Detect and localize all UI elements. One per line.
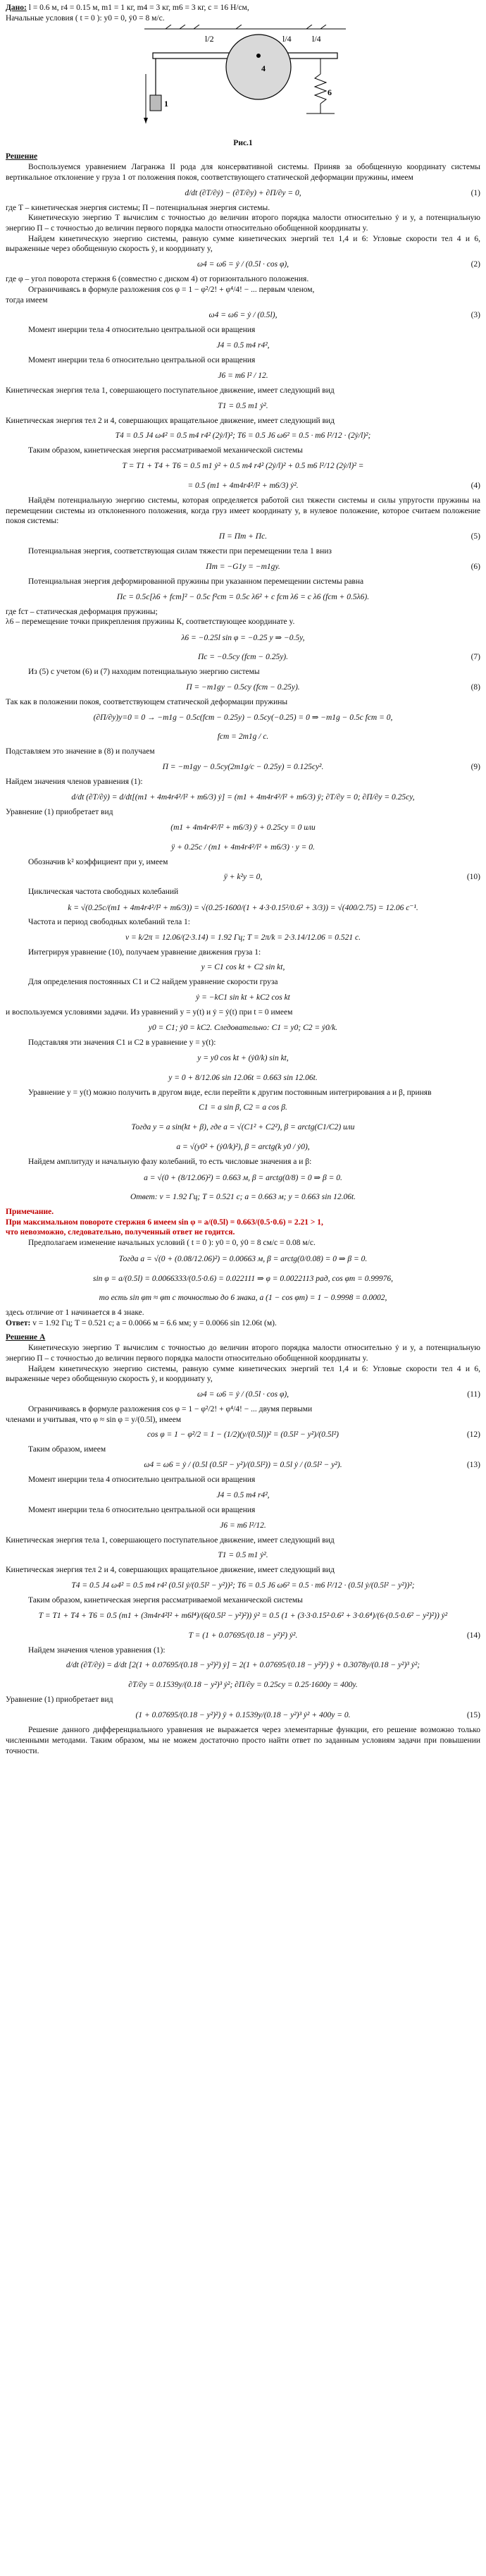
- disk-4: [226, 35, 291, 99]
- equation-t1: T1 = 0.5 m1 ẏ².: [218, 401, 268, 410]
- equation-12: cos φ = 1 − φ²/2 = 1 − (1/2)(y/(0.5l))² = (0.5l² − y²)/(0.5l²) (12): [147, 1430, 480, 1440]
- equation-11: ω4 = ω6 = ẏ / (0.5l · cos φ), (11): [197, 1390, 480, 1399]
- para-a8: Кинетическая энергия тел 2 и 4, совершающих вращательное движение, имеет следующий вид: [6, 1566, 335, 1575]
- para-s9: Кинетическая энергия тела 1, совершающего поступательное движение, имеет следующий вид: [6, 386, 335, 395]
- equation-14: T = (1 + 0.07695/(0.18 − y²)²) ẏ². (14): [188, 1631, 480, 1640]
- para-s24: Частота и период свободных колебаний тела 1:: [28, 918, 190, 926]
- answer-label: Ответ:: [6, 1318, 31, 1327]
- svg-text:l/4: l/4: [282, 34, 292, 44]
- equation-1: d/dt (∂T/∂ẏ) − (∂T/∂y) + ∂Π/∂y = 0, (1): [185, 188, 480, 197]
- equation-freq: v = k/2π = 12.06/(2·3.14) = 1.92 Гц; T = 2π/k = 2·3.14/12.06 = 0.521 с.: [125, 933, 361, 942]
- equation-j4: J4 = 0.5 m4 r4²,: [216, 341, 270, 350]
- solution-a-heading: Решение А: [6, 1333, 46, 1342]
- para-s4: где φ – угол поворота стержня 6 (совместно с диском 4) от горизонтального положения.: [6, 275, 309, 284]
- equation-t24: T4 = 0.5 J4 ω4² = 0.5 m4 r4² (2ẏ/l)²; T6 = 0.5 J6 ω6² = 0.5 · m6 l²/12 · (2ẏ/l)²;: [115, 431, 371, 441]
- svg-text:l/2: l/2: [205, 34, 214, 44]
- para-s19: Подставляем это значение в (8) и получаем: [6, 747, 155, 756]
- svg-text:4: 4: [261, 63, 266, 74]
- equation-lambda: λ6 = −0.25l sin φ = −0.25 y ⇒ −0.5y,: [181, 633, 305, 642]
- equation-ysin: Тогда y = a sin(kt + β), где a = √(C1² + C2²), β = arctg(C1/C2) или: [131, 1123, 355, 1132]
- equation-fst: fст = 2m1g / c.: [217, 732, 269, 742]
- equation-at24: T4 = 0.5 J4 ω4² = 0.5 m4 r4² (0.5l ẏ/(0.5l² − y²))²; T6 = 0.5 J6 ω6² = 0.5 · m6 l²/12 · (0.5l ẏ/(0.5l² − y²))²;: [71, 1581, 415, 1590]
- answer-1: Ответ: v = 1.92 Гц; T = 0.521 с; a = 0.663 м; y = 0.663 sin 12.06t.: [130, 1193, 356, 1202]
- equation-t: T = T1 + T4 + T6 = 0.5 m1 ẏ² + 0.5 m4 r4² (2ẏ/l)² + 0.5 m6 l²/12 (2ẏ/l)² =: [122, 461, 364, 470]
- para-a12: Решение данного дифференциального уравнения не выражается через элементарные функции, его решение возможно только численными методами. Таким образом, мы не можем достаточно просто найти ответ по заданным условиям задачи при повышении точности.: [6, 1726, 480, 1755]
- para-s27: и воспользуемся условиями задачи. Из уравнений y = y(t) и ẏ = ẏ(t) при t = 0 имеем: [6, 1008, 293, 1017]
- equation-static: (∂Π/∂y)у=0 = 0 → −m1g − 0.5c(fст − 0.25y) − 0.5cy(−0.25) = 0 ⇒ −m1g − 0.5c fст = 0,: [93, 713, 393, 723]
- para-s21: Уравнение (1) приобретает вид: [6, 807, 113, 816]
- para-a7: Кинетическая энергия тела 1, совершающего поступательное движение, имеет следующий вид: [6, 1535, 335, 1545]
- equation-anum: a = √(0 + (8/12.06)²) = 0.663 м, β = arctg(0/8) = 0 ⇒ β = 0.: [144, 1174, 342, 1183]
- note-text: При максимальном повороте стержня 6 имеем sin φ = a/(0.5l) = 0.663/(0.5·0.6) = 2.21 > 1,: [6, 1218, 323, 1227]
- equation-ader: d/dt (∂T/∂ẏ) = d/dt [2(1 + 0.07695/(0.18 − y²)²) ẏ] = 2(1 + 0.07695/(0.18 − y²)²) ÿ + 0.3078y/(0.18 − y²)³ ẏ²;: [66, 1661, 420, 1670]
- para-a11: Уравнение (1) приобретает вид: [6, 1695, 113, 1705]
- equation-6: Πm = −G1y = −m1gy. (6): [206, 562, 480, 571]
- para-s18: Так как в положении покоя, соответствующем статической деформации пружины: [6, 697, 288, 706]
- para-s29: Уравнение y = y(t) можно получить в другом виде, если перейти к другим постоянным интегрирования a и β, приняв: [28, 1088, 432, 1097]
- para-s31: Предполагаем изменение начальных условий ( t = 0 ): y0 = 0, ẏ0 = 8 см/с = 0.08 м/с.: [28, 1239, 316, 1248]
- para-s5: Ограничиваясь в формуле разложения cos φ = 1 − φ²/2! + φ⁴/4! − ... первым членом,: [28, 285, 315, 294]
- para-s26: Для определения постоянных C1 и C2 найдем уравнение скорости груза: [28, 978, 278, 987]
- svg-text:1: 1: [164, 99, 168, 109]
- para-s14: Потенциальная энергия деформированной пружины при указанном перемещении системы равна: [28, 577, 364, 586]
- equation-at1: T1 = 0.5 m1 ẏ².: [218, 1551, 268, 1560]
- para-s23: Циклическая частота свободных колебаний: [28, 888, 179, 897]
- equation-aj4: J4 = 0.5 m4 r4²,: [216, 1490, 270, 1499]
- equation-ynum: y = 0 + 8/12.06 sin 12.06t = 0.663 sin 12.06t.: [168, 1073, 318, 1082]
- para-a5: Момент инерции тела 4 относительно центральной оси вращения: [28, 1476, 256, 1485]
- svg-text:6: 6: [328, 87, 332, 98]
- figure-caption: Рис.1: [233, 139, 253, 148]
- para-s11: Таким образом, кинетическая энергия рассматриваемой механической системы: [28, 446, 303, 455]
- equation-j6: J6 = m6 l² / 12.: [218, 371, 268, 380]
- note-label: Примечание.: [6, 1208, 54, 1217]
- equation-motion-2: ÿ + 0.25c / (m1 + 4m4r4²/l² + m6/3) · y = 0.: [171, 842, 315, 852]
- equation-ab: C1 = a sin β, C2 = a cos β.: [199, 1103, 287, 1112]
- equation-a2: Тогда a = √(0 + (0.08/12.06)²) = 0.00663 м, β = arctg(0/0.08) = 0 ⇒ β = 0.: [118, 1254, 368, 1263]
- equation-9: Π = −m1gy − 0.5cy(2m1g/c − 0.25y) = 0.125cy². (9): [162, 763, 480, 772]
- para-a3: членами и учитывая, что φ ≈ sin φ = y/(0.5l), имеем: [6, 1415, 182, 1424]
- equation-at: T = T1 + T4 + T6 = 0.5 (m1 + (3m4r4²l² + m6l⁴)/(6(0.5l² − y²)²)) ẏ² = 0.5 (1 + (3·3·0.15²·0.6² + 3·0.6⁴)/(6·(0.5·0.6² − y²)²)) ẏ²: [38, 1611, 448, 1620]
- para-s25: Интегрируя уравнение (10), получаем уравнение движения груза 1:: [28, 947, 261, 957]
- equation-ysin2: a = √(y0² + (ẏ0/k)²), β = arctg(k y0 / ẏ0),: [176, 1143, 310, 1152]
- note-text-2: что невозможно, следовательно, полученный ответ не годится.: [6, 1228, 235, 1237]
- equation-motion: (m1 + 4m4r4²/l² + m6/3) ÿ + 0.25cy = 0 или: [170, 823, 316, 832]
- para-s30: Найдем амплитуду и начальную фазу колебаний, то есть числовые значения a и β:: [28, 1158, 312, 1167]
- equation-ydot: ẏ = −kC1 sin kt + kC2 cos kt: [196, 993, 290, 1002]
- equation-2: ω4 = ω6 = ẏ / (0.5l · cos φ), (2): [197, 260, 480, 269]
- equation-5: Π = Πm + Πc. (5): [218, 532, 480, 541]
- para-s16: λ6 – перемещение точки прикрепления пружины К, соответствующее координате y.: [6, 618, 295, 627]
- para-a4: Таким образом, имеем: [28, 1445, 106, 1454]
- para-s10: Кинетическая энергия тел 2 и 4, совершающих вращательное движение, имеет следующий вид: [6, 416, 335, 425]
- given-label: Дано:: [6, 4, 27, 12]
- para-s2: Кинетическую энергию T вычислим с точностью до величин второго порядка малости относительно ẏ и y, а потенциальную энергию Π – с точностью до величин первого порядка малости относительно обобщенной координаты y.: [6, 214, 480, 233]
- equation-aj6: J6 = m6 l²/12.: [220, 1521, 266, 1530]
- equation-derivatives: d/dt (∂T/∂ẏ) = d/dt[(m1 + 4m4r4²/l² + m6/3) ẏ] = (m1 + 4m4r4²/l² + m6/3) ÿ; ∂T/∂y = 0; ∂Π/∂y = 0.25cy,: [71, 792, 415, 802]
- equation-pic: Πc = 0.5c[λ6 + fст]² − 0.5c f²ст = 0.5c λ6² + c fст λ6 = c λ6 (fст + 0.5λ6).: [116, 592, 370, 601]
- answer-line: [0, 1318, 486, 1329]
- para-s15: где fст – статическая деформация пружины;: [6, 607, 158, 616]
- para-s7: Момент инерции тела 4 относительно центральной оси вращения: [28, 326, 256, 335]
- para-a9: Таким образом, кинетическая энергия рассматриваемой механической системы: [28, 1595, 303, 1605]
- solution-heading: Решение: [6, 152, 38, 161]
- equation-7: Πc = −0.5cy (fст − 0.25y). (7): [197, 652, 480, 661]
- para-s22: Обозначив k² коэффициент при y, имеем: [28, 857, 168, 866]
- para-s20: Найдем значения членов уравнения (1):: [6, 778, 143, 787]
- equation-init: y0 = C1; ẏ0 = kC2. Следовательно: C1 = y0; C2 = ẏ0/k.: [148, 1023, 338, 1032]
- para-a6: Момент инерции тела 6 относительно центральной оси вращения: [28, 1505, 256, 1514]
- para-s1: где T – кинетическая энергия системы; Π – потенциальная энергия системы.: [6, 203, 270, 212]
- para-a10: Найдем значения членов уравнения (1):: [28, 1645, 166, 1655]
- equation-y: y = C1 cos kt + C2 sin kt,: [201, 963, 285, 972]
- weight-1: [150, 95, 161, 111]
- spring: [315, 74, 326, 104]
- answer-text: v = 1.92 Гц; T = 0.521 с; a = 0.0066 м = 6.6 мм; y = 0.0066 sin 12.06t (м).: [30, 1318, 277, 1327]
- equation-k: k = √(0.25c/(m1 + 4m4r4²/l² + m6/3)) = √(0.25·1600/(1 + 4·3·0.15²/0.6² + 3/3)) = √(400/2.75) = 12.06 с⁻¹.: [68, 904, 418, 912]
- svg-text:l/4: l/4: [312, 34, 321, 44]
- equation-sinphi: sin φ = a/(0.5l) = 0.0066333/(0.5·0.6) = 0.022111 ⇒ φ = 0.0022113 рад, cos φm = 0.99976,: [93, 1274, 393, 1283]
- equation-13: ω4 = ω6 = ẏ / (0.5l (0.5l² − y²)/(0.5l²)) = 0.5l ẏ / (0.5l² − y²). (13): [144, 1461, 480, 1470]
- mechanism-figure: [137, 25, 349, 136]
- initial-conditions: Начальные условия ( t = 0 ): y0 = 0, ẏ0 = 8 м/с.: [6, 13, 165, 23]
- para-s6: тогда имеем: [6, 295, 48, 305]
- para-s13: Потенциальная энергия, соответствующая силам тяжести при перемещении тела 1 вниз: [28, 547, 332, 556]
- ceiling-hatch: [166, 25, 326, 29]
- para-s8: Момент инерции тела 6 относительно центральной оси вращения: [28, 356, 256, 365]
- given-text: l = 0.6 м, r4 = 0.15 м, m1 = 1 кг, m4 = 3 кг, m6 = 3 кг, c = 16 Н/см,: [26, 4, 249, 12]
- equation-10: ÿ + k²y = 0, (10): [223, 873, 480, 882]
- para-a0: Кинетическую энергию T вычислим с точностью до величин второго порядка малости относительно ẏ и y, а потенциальную энергию Π – с точностью до величин первого порядка малости относительно обобщенной координаты y.: [6, 1344, 480, 1363]
- para-s3: Найдем кинетическую энергию системы, равную сумме кинетических энергий тел 1,4 и 6: Угловые скорости тел 4 и 6, выраженные через обобщенную скорость ẏ, и координату y,: [6, 234, 480, 254]
- equation-ader2: ∂T/∂y = 0.1539y/(0.18 − y²)³ ẏ²; ∂Π/∂y = 0.25cy = 0.25·1600y = 400y.: [128, 1681, 358, 1690]
- para-s0: Воспользуемся уравнением Лагранжа II рода для консервативной системы. Приняв за обобщенную координату системы вертикальное отклонение y груза 1 от положения покоя, соответствующего статической деформации пружины, имеем: [6, 163, 480, 182]
- equation-ysol: y = y0 cos kt + (ẏ0/k) sin kt,: [197, 1053, 289, 1062]
- proverka: здесь отличие от 1 начинается в 4 знаке.: [6, 1308, 144, 1317]
- equation-4: = 0.5 (m1 + 4m4r4²/l² + m6/3) ẏ². (4): [187, 481, 480, 490]
- equation-15: (1 + 0.07695/(0.18 − y²)²) ÿ + 0.1539y/(0.18 − y²)³ ẏ² + 400y = 0. (15): [135, 1711, 480, 1720]
- equation-8: Π = −m1gy − 0.5cy (fст − 0.25y). (8): [186, 682, 480, 692]
- para-s12: Найдём потенциальную энергию системы, которая определяется работой сил тяжести системы и силы упругости пружины на перемещении системы из отклоненного положения, когда груз имеет координату y, в нулевое положение, которое считаем положение покоя системы:: [6, 496, 480, 526]
- para-a1: Найдем кинетическую энергию системы, равную сумме кинетических энергий тел 1,4 и 6: Угловые скорости тел 4 и 6, выраженные через обобщенную скорость ẏ, и координату y,: [6, 1364, 480, 1384]
- given-line: [0, 0, 486, 13]
- para-a2: Ограничиваясь в формуле разложения cos φ = 1 − φ²/2! + φ⁴/4! − ... двумя первыми: [28, 1404, 313, 1413]
- para-s28: Подставляя эти значения C1 и C2 в уравнение y = y(t):: [28, 1038, 216, 1047]
- equation-3: ω4 = ω6 = ẏ / (0.5l), (3): [208, 311, 480, 320]
- para-s17: Из (5) с учетом (6) и (7) находим потенциальную энергию системы: [28, 667, 260, 676]
- equation-cosphi: то есть sin φm ≈ φm с точностью до 6 знака, a (1 − cos φm) = 1 − 0.9998 = 0.0002,: [99, 1293, 387, 1302]
